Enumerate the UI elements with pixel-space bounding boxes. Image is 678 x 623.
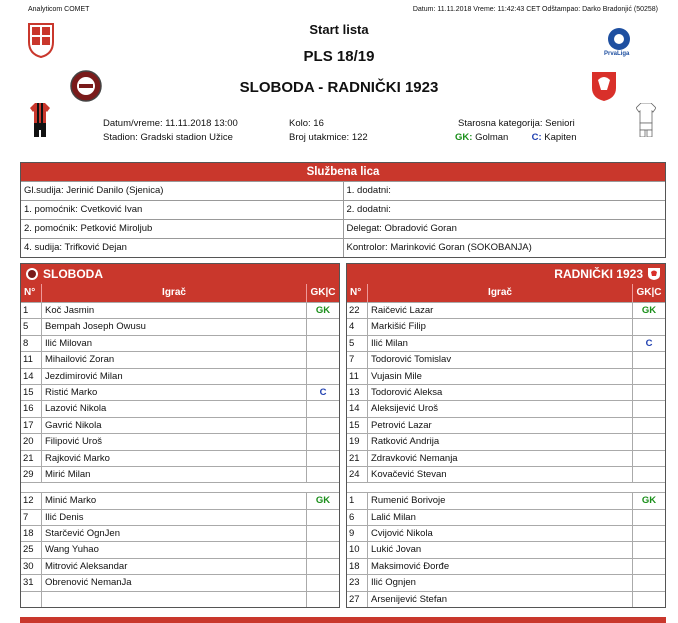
player-role [632, 418, 665, 433]
player-row [21, 525, 339, 541]
player-role [306, 592, 339, 607]
player-row [347, 466, 665, 482]
player-number: 12 [21, 493, 42, 508]
player-role [632, 352, 665, 367]
player-row [21, 574, 339, 590]
col-gkc: GK|C [306, 284, 339, 302]
player-role [306, 336, 339, 351]
col-gkc: GK|C [632, 284, 665, 302]
legend-gk-label: Golman [475, 132, 509, 143]
home-column-header [21, 284, 339, 302]
player-role [306, 352, 339, 367]
home-kit-icon [30, 103, 50, 137]
player-number: 5 [347, 336, 368, 351]
league-title: PLS 18/19 [303, 48, 375, 65]
player-role [306, 369, 339, 384]
player-name: Kovačević Stevan [371, 468, 447, 480]
player-name: Lazović Nikola [45, 403, 107, 415]
player-row [21, 302, 339, 318]
home-starters [21, 302, 339, 482]
official-cell: 2. dodatni: [346, 204, 391, 215]
next-section-bar [20, 617, 666, 623]
player-role: C [632, 336, 665, 351]
player-number: 11 [21, 352, 42, 367]
player-role [632, 385, 665, 400]
player-number: 17 [21, 418, 42, 433]
player-name: Jezdimirović Milan [45, 370, 123, 382]
player-name: Markišić Filip [371, 321, 426, 333]
player-number: 14 [21, 369, 42, 384]
player-role [306, 434, 339, 449]
player-number: 11 [347, 369, 368, 384]
player-number: 14 [347, 401, 368, 416]
col-num: N° [21, 284, 42, 302]
player-row [347, 558, 665, 574]
player-role [632, 369, 665, 384]
player-role [632, 592, 665, 607]
age-category: Starosna kategorija: Seniori [458, 118, 575, 129]
player-role [306, 542, 339, 557]
player-role [306, 451, 339, 466]
player-number: 25 [21, 542, 42, 557]
player-number: 1 [347, 493, 368, 508]
officials-row [21, 181, 665, 200]
player-name: Ilić Denis [45, 511, 84, 523]
away-subs [347, 492, 665, 607]
player-name: Starčević OgnJen [45, 528, 120, 540]
player-role: GK [306, 303, 339, 318]
col-player: Igrač [162, 287, 186, 298]
player-name: Ratković Andrija [371, 436, 440, 448]
player-name: Mihailović Zoran [45, 354, 115, 366]
page-title: Start lista [309, 22, 369, 37]
player-name: Rumenić Borivoje [371, 495, 446, 507]
player-number: 19 [347, 434, 368, 449]
official-cell: 4. sudija: Trifković Dejan [21, 239, 344, 257]
prvaliga-logo-icon [606, 27, 632, 51]
away-team-header [347, 264, 665, 284]
player-role [632, 434, 665, 449]
player-number: 15 [347, 418, 368, 433]
app-name: Analyticom COMET [28, 6, 90, 13]
player-number: 7 [347, 352, 368, 367]
officials-row [21, 238, 665, 257]
player-row [347, 450, 665, 466]
player-name: Petrović Lazar [371, 419, 432, 431]
legend-gk-abbr: GK: [455, 132, 473, 143]
player-row [347, 574, 665, 590]
match-round: Kolo: 16 [289, 118, 324, 129]
player-role [306, 575, 339, 590]
player-row [347, 509, 665, 525]
player-name: Ilić Milovan [45, 337, 92, 349]
match-title: SLOBODA - RADNIČKI 1923 [239, 79, 439, 96]
player-number [21, 592, 42, 607]
player-number: 4 [347, 319, 368, 334]
player-name: Maksimović Đorđe [371, 560, 450, 572]
official-cell: 1. dodatni: [346, 185, 391, 196]
player-role [632, 559, 665, 574]
player-role [632, 510, 665, 525]
player-number: 13 [347, 385, 368, 400]
player-role: C [306, 385, 339, 400]
player-name: Zdravković Nemanja [371, 452, 458, 464]
player-role [632, 319, 665, 334]
player-row [347, 335, 665, 351]
player-name: Ilić Ognjen [371, 577, 416, 589]
player-number: 30 [21, 559, 42, 574]
player-name: Ristić Marko [45, 386, 98, 398]
player-number: 6 [347, 510, 368, 525]
player-role [632, 575, 665, 590]
player-row [21, 335, 339, 351]
player-name: Lukić Jovan [371, 544, 422, 556]
fss-crest-icon [27, 22, 55, 58]
officials-row [21, 219, 665, 238]
player-number: 29 [21, 467, 42, 482]
player-number: 22 [347, 303, 368, 318]
player-number: 20 [21, 434, 42, 449]
player-name: Mitrović Aleksandar [45, 560, 128, 572]
officials-table [20, 162, 666, 258]
legend [455, 132, 577, 143]
legend-c-label: Kapiten [544, 132, 577, 143]
player-row [21, 591, 339, 607]
player-row [21, 351, 339, 367]
player-row [21, 417, 339, 433]
player-row [347, 384, 665, 400]
player-row [347, 302, 665, 318]
player-number: 1 [21, 303, 42, 318]
player-name: Arsenijević Stefan [371, 593, 448, 605]
player-number: 18 [21, 526, 42, 541]
player-role: GK [632, 303, 665, 318]
player-role [306, 467, 339, 482]
radnicki-small-logo-icon [647, 267, 661, 281]
official-cell: 2. pomoćnik: Petković Miroljub [21, 220, 344, 238]
player-role [306, 559, 339, 574]
player-row [21, 492, 339, 508]
player-name: Ilić Milan [371, 337, 408, 349]
player-row [347, 591, 665, 607]
player-name: Todorović Tomislav [371, 354, 452, 366]
player-name [42, 592, 306, 607]
legend-c-abbr: C: [531, 132, 542, 143]
home-team-name: SLOBODA [43, 267, 103, 281]
player-name: Filipović Uroš [45, 436, 103, 448]
player-name: Lalić Milan [371, 511, 416, 523]
sloboda-logo-icon [70, 70, 102, 102]
player-row [21, 541, 339, 557]
player-role [632, 542, 665, 557]
player-role [632, 401, 665, 416]
player-role: GK [632, 493, 665, 508]
away-kit-icon [636, 103, 656, 137]
player-name: Gavrić Nikola [45, 419, 102, 431]
away-team-table [346, 263, 666, 608]
player-role [632, 451, 665, 466]
home-subs [21, 492, 339, 607]
radnicki-logo-icon [590, 70, 618, 102]
player-row [21, 433, 339, 449]
player-row [21, 368, 339, 384]
player-row [347, 433, 665, 449]
player-name: Todorović Aleksa [371, 386, 443, 398]
player-name: Raičević Lazar [371, 305, 434, 316]
player-role: GK [306, 493, 339, 508]
player-number: 5 [21, 319, 42, 334]
player-row [21, 509, 339, 525]
player-number: 10 [347, 542, 368, 557]
player-name: Vujasin Mile [371, 370, 422, 382]
player-name: Wang Yuhao [45, 544, 99, 556]
player-role [306, 401, 339, 416]
player-name: Obrenović NemanJa [45, 577, 132, 589]
divider [21, 482, 339, 492]
player-row [21, 466, 339, 482]
match-datetime: Datum/vreme: 11.11.2018 13:00 [103, 118, 238, 129]
match-number: Broj utakmice: 122 [289, 132, 368, 143]
player-number: 18 [347, 559, 368, 574]
player-row [21, 450, 339, 466]
player-role [632, 526, 665, 541]
player-number: 9 [347, 526, 368, 541]
player-name: Minić Marko [45, 495, 97, 507]
player-row [21, 318, 339, 334]
player-number: 15 [21, 385, 42, 400]
player-row [347, 400, 665, 416]
officials-title: Službena lica [21, 163, 665, 181]
player-row [347, 368, 665, 384]
match-stadium: Stadion: Gradski stadion Užice [103, 132, 233, 143]
player-role [306, 526, 339, 541]
official-cell: Kontrolor: Marinković Goran (SOKOBANJA) [346, 242, 532, 253]
player-number: 8 [21, 336, 42, 351]
col-num: N° [347, 284, 368, 302]
official-cell: Delegat: Obradović Goran [346, 223, 457, 234]
player-number: 21 [21, 451, 42, 466]
print-info: Datum: 11.11.2018 Vreme: 11:42:43 CET Odštampao: Darko Bradonjić (50258) [412, 6, 658, 13]
player-number: 21 [347, 451, 368, 466]
player-role [632, 467, 665, 482]
player-row [21, 400, 339, 416]
col-player: Igrač [488, 287, 512, 298]
player-name: Mirić Milan [45, 468, 91, 480]
player-number: 7 [21, 510, 42, 525]
divider [347, 482, 665, 492]
player-role [306, 418, 339, 433]
away-starters [347, 302, 665, 482]
player-name: Aleksijević Uroš [371, 403, 439, 415]
player-number: 16 [21, 401, 42, 416]
player-row [347, 417, 665, 433]
player-number: 31 [21, 575, 42, 590]
sloboda-small-logo-icon [25, 267, 39, 281]
player-role [306, 510, 339, 525]
official-cell: Gl.sudija: Jerinić Danilo (Sjenica) [21, 182, 344, 200]
player-row [347, 318, 665, 334]
player-row [347, 492, 665, 508]
home-team-header [21, 264, 339, 284]
player-number: 27 [347, 592, 368, 607]
home-team-table [20, 263, 340, 608]
player-row [347, 541, 665, 557]
player-name: Cvijović Nikola [371, 528, 433, 540]
player-row [347, 525, 665, 541]
player-row [347, 351, 665, 367]
officials-row [21, 200, 665, 219]
player-name: Koč Jasmin [45, 305, 95, 316]
player-name: Rajković Marko [45, 452, 110, 464]
player-role [306, 319, 339, 334]
prvaliga-logo-text: PrvaLiga [604, 51, 630, 57]
player-number: 23 [347, 575, 368, 590]
away-team-name: RADNIČKI 1923 [554, 267, 643, 281]
player-number: 24 [347, 467, 368, 482]
official-cell: 1. pomoćnik: Cvetković Ivan [21, 201, 344, 219]
player-row [21, 558, 339, 574]
player-row [21, 384, 339, 400]
away-column-header [347, 284, 665, 302]
player-name: Bempah Joseph Owusu [45, 321, 146, 333]
